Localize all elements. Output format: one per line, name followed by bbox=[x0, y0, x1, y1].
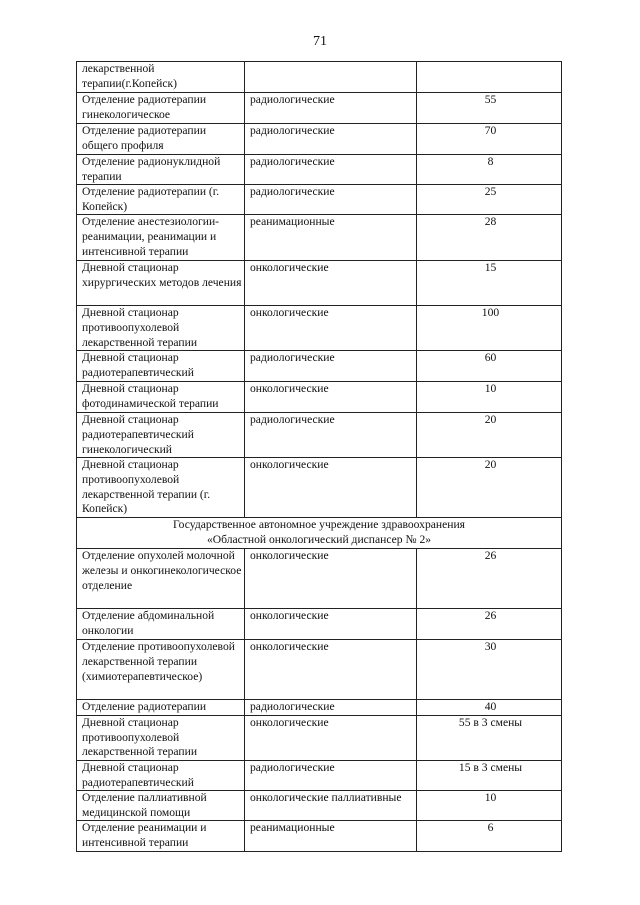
department-cell: Дневной стационар фотодинамической терапии bbox=[77, 382, 245, 413]
table-row bbox=[77, 155, 562, 185]
table-row bbox=[77, 609, 562, 640]
table-row bbox=[77, 413, 562, 458]
bed-count-cell: 30 bbox=[417, 640, 562, 700]
bed-count-cell: 60 bbox=[417, 351, 562, 382]
bed-count-cell: 70 bbox=[417, 124, 562, 155]
table-row bbox=[77, 382, 562, 413]
beds-table bbox=[76, 61, 562, 852]
table-row bbox=[77, 185, 562, 215]
institution-title-line1: Государственное автономное учреждение здравоохранения bbox=[173, 518, 465, 532]
institution-title-line2: «Областной онкологический диспансер № 2» bbox=[206, 532, 432, 546]
bed-type-cell: онкологические паллиативные bbox=[245, 791, 417, 821]
bed-count-cell bbox=[417, 62, 562, 93]
table-row bbox=[77, 700, 562, 716]
department-cell: Отделение абдоминальной онкологии bbox=[77, 609, 245, 640]
bed-type-cell: онкологические bbox=[245, 306, 417, 351]
bed-type-cell: реанимационные bbox=[245, 821, 417, 852]
bed-count-cell: 15 в 3 смены bbox=[417, 760, 562, 790]
table-row bbox=[77, 62, 562, 93]
department-cell: Дневной стационар противоопухолевой лекарственной терапии bbox=[77, 306, 245, 351]
bed-count-cell: 55 bbox=[417, 93, 562, 124]
bed-type-cell: радиологические bbox=[245, 185, 417, 215]
bed-type-cell: радиологические bbox=[245, 760, 417, 790]
department-cell: Дневной стационар радиотерапевтический bbox=[77, 351, 245, 382]
bed-count-cell: 20 bbox=[417, 413, 562, 458]
bed-type-cell: радиологические bbox=[245, 700, 417, 716]
table-row bbox=[77, 640, 562, 700]
bed-type-cell: радиологические bbox=[245, 413, 417, 458]
bed-type-cell: онкологические bbox=[245, 261, 417, 306]
department-cell: Отделение радиотерапии (г. Копейск) bbox=[77, 185, 245, 215]
section-header-row bbox=[77, 518, 562, 549]
table-row bbox=[77, 760, 562, 790]
department-cell: Отделение анестезиологии-реанимации, реанимации и интенсивной терапии bbox=[77, 215, 245, 261]
department-cell: Отделение опухолей молочной железы и онкогинекологическое отделение bbox=[77, 549, 245, 609]
department-cell: Отделение реанимации и интенсивной терапии bbox=[77, 821, 245, 852]
bed-type-cell: радиологические bbox=[245, 351, 417, 382]
table-row bbox=[77, 715, 562, 760]
table-row bbox=[77, 458, 562, 518]
bed-count-cell: 10 bbox=[417, 382, 562, 413]
bed-type-cell: радиологические bbox=[245, 124, 417, 155]
bed-count-cell: 40 bbox=[417, 700, 562, 716]
institution-title bbox=[77, 518, 562, 549]
table-row bbox=[77, 306, 562, 351]
table-row bbox=[77, 93, 562, 124]
bed-count-cell: 8 bbox=[417, 155, 562, 185]
department-cell: Отделение противоопухолевой лекарственной терапии (химиотерапевтическое) bbox=[77, 640, 245, 700]
department-cell: Отделение радионуклидной терапии bbox=[77, 155, 245, 185]
bed-type-cell: радиологические bbox=[245, 93, 417, 124]
bed-count-cell: 100 bbox=[417, 306, 562, 351]
table-row bbox=[77, 351, 562, 382]
department-cell: Отделение радиотерапии общего профиля bbox=[77, 124, 245, 155]
department-cell: Отделение радиотерапии bbox=[77, 700, 245, 716]
bed-count-cell: 25 bbox=[417, 185, 562, 215]
table-row bbox=[77, 549, 562, 609]
bed-count-cell: 26 bbox=[417, 609, 562, 640]
bed-type-cell bbox=[245, 62, 417, 93]
bed-count-cell: 20 bbox=[417, 458, 562, 518]
bed-type-cell: онкологические bbox=[245, 458, 417, 518]
department-cell: Отделение паллиативной медицинской помощи bbox=[77, 791, 245, 821]
department-cell: лекарственной терапии(г.Копейск) bbox=[77, 62, 245, 93]
table-row bbox=[77, 791, 562, 821]
bed-type-cell: онкологические bbox=[245, 609, 417, 640]
bed-type-cell: реанимационные bbox=[245, 215, 417, 261]
bed-type-cell: онкологические bbox=[245, 549, 417, 609]
page-number: 71 bbox=[313, 34, 327, 49]
department-cell: Дневной стационар радиотерапевтический bbox=[77, 760, 245, 790]
table-row bbox=[77, 124, 562, 155]
bed-count-cell: 28 bbox=[417, 215, 562, 261]
bed-type-cell: онкологические bbox=[245, 382, 417, 413]
bed-count-cell: 10 bbox=[417, 791, 562, 821]
bed-type-cell: онкологические bbox=[245, 715, 417, 760]
table-row bbox=[77, 215, 562, 261]
bed-count-cell: 6 bbox=[417, 821, 562, 852]
table-row bbox=[77, 261, 562, 306]
bed-type-cell: радиологические bbox=[245, 155, 417, 185]
bed-count-cell: 26 bbox=[417, 549, 562, 609]
bed-type-cell: онкологические bbox=[245, 640, 417, 700]
department-cell: Дневной стационар радиотерапевтический гинекологический bbox=[77, 413, 245, 458]
table-body bbox=[77, 62, 562, 852]
department-cell: Дневной стационар противоопухолевой лекарственной терапии bbox=[77, 715, 245, 760]
bed-count-cell: 15 bbox=[417, 261, 562, 306]
department-cell: Отделение радиотерапии гинекологическое bbox=[77, 93, 245, 124]
department-cell: Дневной стационар хирургических методов лечения bbox=[77, 261, 245, 306]
table-row bbox=[77, 821, 562, 852]
department-cell: Дневной стационар противоопухолевой лекарственной терапии (г. Копейск) bbox=[77, 458, 245, 518]
bed-count-cell: 55 в 3 смены bbox=[417, 715, 562, 760]
